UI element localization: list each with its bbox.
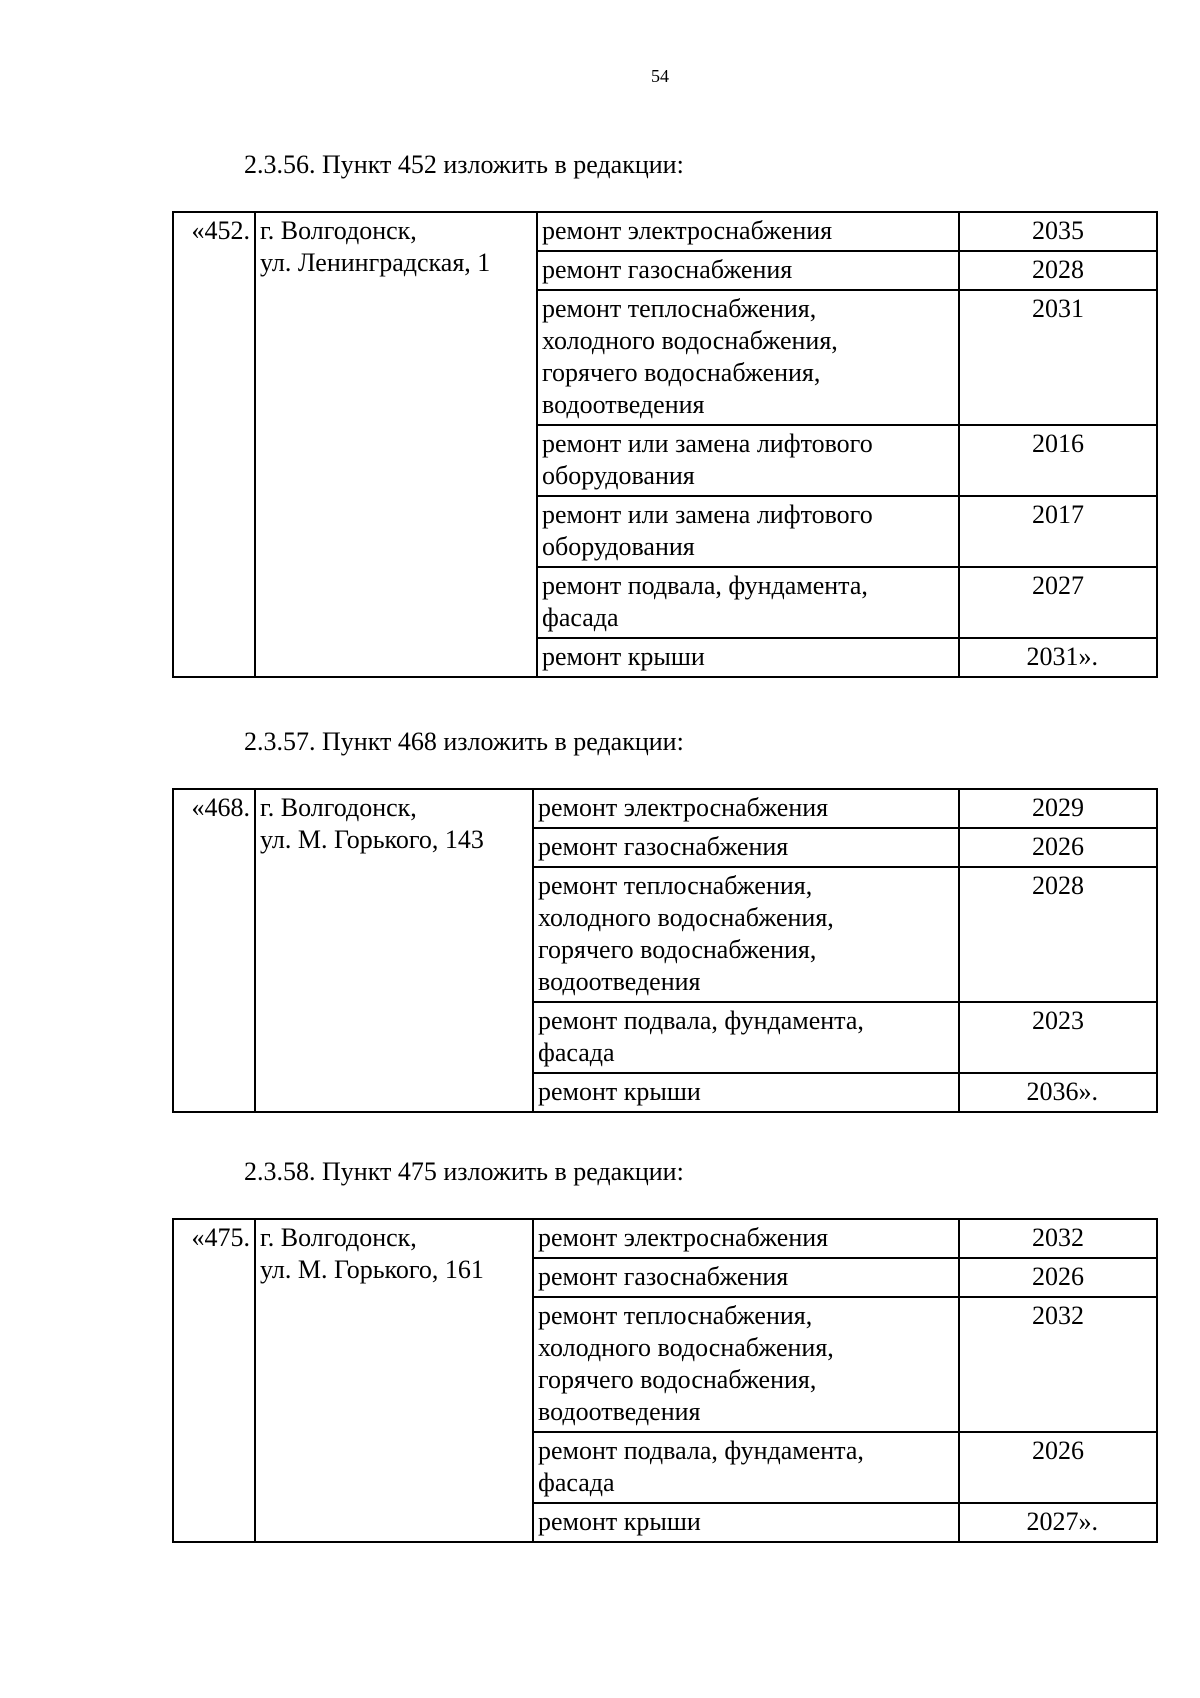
year-cell: 2035	[959, 212, 1157, 251]
work-type-cell: ремонт крыши	[533, 1503, 959, 1542]
table-body	[173, 1219, 1157, 1542]
work-type-cell: ремонт или замена лифтового оборудования	[537, 425, 959, 496]
section-heading-452: 2.3.56. Пункт 452 изложить в редакции:	[244, 150, 684, 179]
address-cell: г. Волгодонск, ул. Ленинградская, 1	[255, 212, 537, 677]
year-cell: 2029	[959, 789, 1157, 828]
work-type-cell: ремонт подвала, фундамента, фасада	[533, 1432, 959, 1503]
item-number: «468.	[173, 789, 255, 1112]
work-type-cell: ремонт подвала, фундамента, фасада	[537, 567, 959, 638]
year-cell: 2027	[959, 567, 1157, 638]
amendment-table-475	[172, 1218, 1158, 1543]
year-cell: 2028	[959, 867, 1157, 1002]
work-type-cell: ремонт теплоснабжения, холодного водоснабжения, горячего водоснабжения, водоотведения	[537, 290, 959, 425]
work-type-cell: ремонт газоснабжения	[533, 1258, 959, 1297]
work-type-cell: ремонт электроснабжения	[537, 212, 959, 251]
work-type-cell: ремонт подвала, фундамента, фасада	[533, 1002, 959, 1073]
section-heading-468: 2.3.57. Пункт 468 изложить в редакции:	[244, 727, 684, 756]
table-row	[173, 212, 1157, 251]
table-row	[173, 1219, 1157, 1258]
work-type-cell: ремонт теплоснабжения, холодного водоснабжения, горячего водоснабжения, водоотведения	[533, 867, 959, 1002]
address-cell: г. Волгодонск, ул. М. Горького, 143	[255, 789, 533, 1112]
work-type-cell: ремонт крыши	[533, 1073, 959, 1112]
item-number: «475.	[173, 1219, 255, 1542]
year-cell: 2026	[959, 828, 1157, 867]
year-cell: 2032	[959, 1297, 1157, 1432]
year-cell: 2031	[959, 290, 1157, 425]
year-cell: 2032	[959, 1219, 1157, 1258]
year-cell: 2031».	[959, 638, 1157, 677]
work-type-cell: ремонт крыши	[537, 638, 959, 677]
item-number: «452.	[173, 212, 255, 677]
work-type-cell: ремонт или замена лифтового оборудования	[537, 496, 959, 567]
year-cell: 2016	[959, 425, 1157, 496]
address-cell: г. Волгодонск, ул. М. Горького, 161	[255, 1219, 533, 1542]
work-type-cell: ремонт электроснабжения	[533, 1219, 959, 1258]
year-cell: 2026	[959, 1432, 1157, 1503]
table-body	[173, 789, 1157, 1112]
year-cell: 2028	[959, 251, 1157, 290]
work-type-cell: ремонт газоснабжения	[533, 828, 959, 867]
table-body	[173, 212, 1157, 677]
work-type-cell: ремонт теплоснабжения, холодного водоснабжения, горячего водоснабжения, водоотведения	[533, 1297, 959, 1432]
amendment-table-452	[172, 211, 1158, 678]
year-cell: 2027».	[959, 1503, 1157, 1542]
table-row	[173, 789, 1157, 828]
section-heading-475: 2.3.58. Пункт 475 изложить в редакции:	[244, 1157, 684, 1186]
year-cell: 2026	[959, 1258, 1157, 1297]
year-cell: 2017	[959, 496, 1157, 567]
amendment-table-468	[172, 788, 1158, 1113]
year-cell: 2036».	[959, 1073, 1157, 1112]
page-number: 54	[651, 66, 669, 86]
work-type-cell: ремонт электроснабжения	[533, 789, 959, 828]
work-type-cell: ремонт газоснабжения	[537, 251, 959, 290]
year-cell: 2023	[959, 1002, 1157, 1073]
